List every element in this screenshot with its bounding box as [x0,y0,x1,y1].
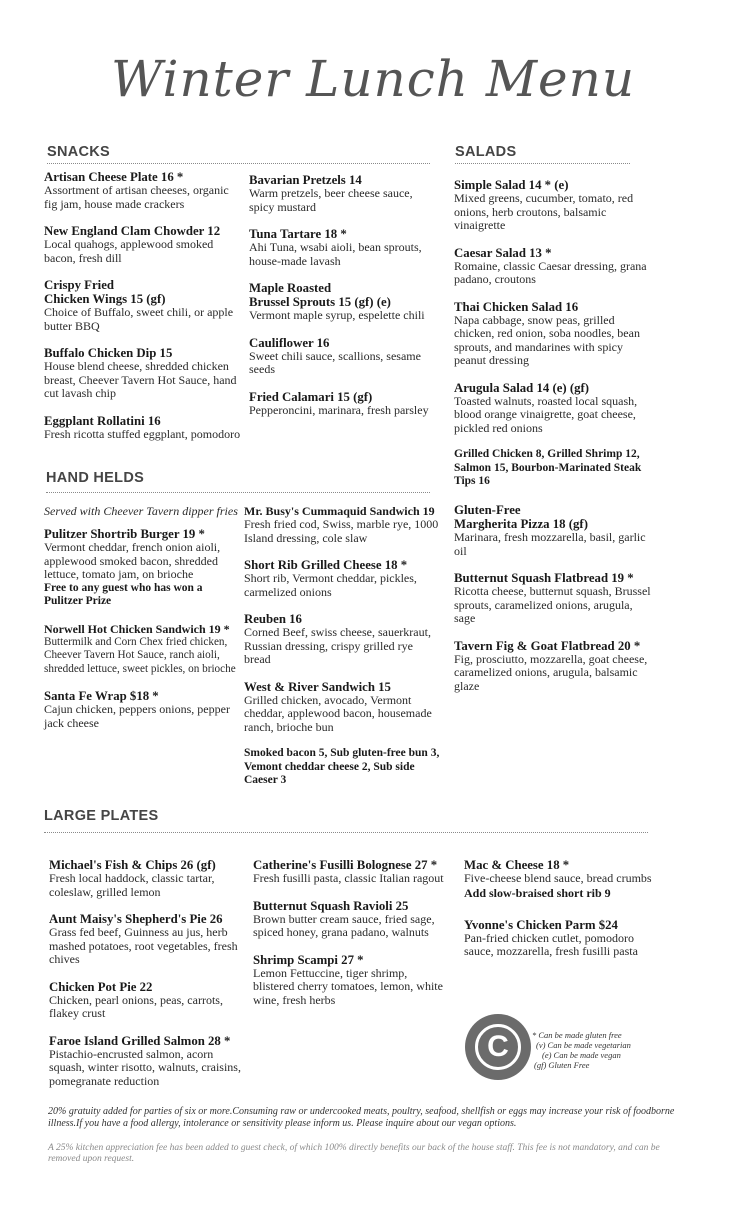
item-name: Caesar Salad 13 * [454,245,552,260]
item-name: Michael's Fish & Chips 26 (gf) [49,858,216,872]
hand-helds-addons [244,747,442,788]
large-plates-middle-column [253,858,448,1020]
menu-item [253,953,448,1008]
item-description: Lemon Fettuccine, tiger shrimp, blistered cherry tomatoes, lemon, white wine, fresh herbs [253,965,443,1007]
item-name: Eggplant Rollatini 16 [44,413,161,428]
kitchen-fee-note: A 25% kitchen appreciation fee has been added to guest check, of which 100% directly benefits our back of the house staff. This fee is not mandatory, and can be removed upon request. [48,1143,660,1164]
legend-entry: (e) Can be made vegan [542,1050,621,1060]
cheever-tavern-logo-icon [465,1014,531,1080]
item-promo: Free to any guest who has won a Pulitzer Prize [44,581,203,607]
item-name: Buffalo Chicken Dip 15 [44,346,173,360]
item-description: Fresh fried cod, Swiss, marble rye, 1000 Island dressing, cole slaw [244,517,439,545]
menu-item [44,414,244,442]
menu-item [454,246,654,287]
item-description: Romaine, classic Caesar dressing, grana padano, croutons [454,258,647,286]
salads-column [454,178,654,502]
item-description: Vermont maple syrup, espelette chili [249,308,425,322]
section-large-plates: LARGE PLATES [44,808,159,824]
item-name: Shrimp Scampi 27 * [253,952,364,967]
item-description: Assortment of artisan cheeses, organic fig jam, house made crackers [44,183,229,211]
menu-item [49,1034,244,1089]
dietary-legend [532,1030,631,1070]
menu-item [44,224,244,265]
item-description: Chicken, pearl onions, peas, carrots, flakey crust [49,992,223,1020]
item-description: Grass fed beef, Guinness au jus, herb mashed potatoes, root vegetables, fresh chives [49,925,238,966]
item-name: Thai Chicken Salad 16 [454,299,579,314]
item-name: West & River Sandwich 15 [244,679,391,694]
menu-item [249,281,431,323]
item-description: Fresh ricotta stuffed eggplant, pomodoro [44,426,241,441]
item-description: Pistachio-encrusted salmon, acorn squash, winter risotto, walnuts, craisins, pomegranate reduction [49,1046,241,1088]
item-description: Fresh local haddock, classic tartar, coleslaw, grilled lemon [49,871,215,899]
item-name: Faroe Island Grilled Salmon 28 * [49,1033,231,1048]
item-name: Aunt Maisy's Shepherd's Pie 26 [49,912,223,926]
divider [44,832,648,833]
section-snacks: SNACKS [47,144,111,160]
hand-helds-left-column [44,504,244,743]
legend-entry: (gf) Gluten Free [534,1060,590,1070]
menu-item [44,527,244,609]
menu-item [454,639,654,694]
menu-item [454,178,654,233]
menu-item [49,980,244,1021]
menu-item [464,858,664,900]
item-description: Corned Beef, swiss cheese, sauerkraut, Russian dressing, crispy grilled rye bread [244,625,431,666]
item-name: Mr. Busy's Cummaquid Sandwich 19 [244,504,435,518]
flatbreads-column [454,503,654,706]
section-hand-helds: HAND HELDS [46,470,145,486]
item-description: Buttermilk and Corn Chex fried chicken, Cheever Tavern Hot Sauce, ranch aioli, shredded lettuce, sweet pickles, on brioche [44,635,236,675]
addons-text: Grilled Chicken 8, Grilled Shrimp 12, Salmon 15, Bourbon-Marinated Steak Tips 16 [454,448,642,487]
logo-letter: C [475,1024,521,1070]
hand-helds-note: Served with Cheever Tavern dipper fries [44,504,238,518]
item-name: Norwell Hot Chicken Sandwich 19 * [44,621,230,636]
menu-item [249,227,431,268]
divider [46,492,430,493]
item-name: Simple Salad 14 * (e) [454,178,569,192]
item-name: Pulitzer Shortrib Burger 19 * [44,527,205,541]
item-name: Short Rib Grilled Cheese 18 * [244,558,408,572]
legend-entry: * Can be made gluten free [532,1030,622,1040]
item-description: Pan-fried chicken cutlet, pomodoro sauce, mozzarella, fresh fusilli pasta [464,930,638,958]
item-description: Five-cheese blend sauce, bread crumbs [464,871,652,885]
menu-item [454,503,654,558]
menu-item [244,680,442,735]
menu-item [253,899,448,940]
item-description: Toasted walnuts, roasted local squash, blood orange vinaigrette, goat cheese, pickled red onions [454,393,638,435]
item-description: Fresh fusilli pasta, classic Italian ragout [253,871,444,885]
item-name: Crispy Fried Chicken Wings 15 (gf) [44,278,166,306]
item-name: Bavarian Pretzels 14 [249,173,362,187]
item-description: Brown butter cream sauce, fried sage, spiced honey, grana padano, walnuts [253,911,435,939]
menu-item [464,918,664,959]
divider [455,163,630,164]
item-description: Marinara, fresh mozzarella, basil, garlic oil [454,530,646,558]
menu-item [244,612,442,667]
item-description: Napa cabbage, snow peas, grilled chicken, red onion, soba noodles, bean sprouts, and mandarines with spicy peanut dressing [454,312,640,367]
menu-item [249,390,431,418]
item-description: Local quahogs, applewood smoked bacon, fresh dill [44,237,214,265]
menu-item [49,858,244,899]
item-description: Pepperoncini, marinara, fresh parsley [249,402,429,417]
menu-item [44,622,244,677]
menu-title: Winter Lunch Menu [110,50,636,108]
menu-item [454,300,654,368]
item-description: Fig, prosciutto, mozzarella, goat cheese, caramelized onions, arugula, balsamic glaze [454,651,648,693]
snacks-left-column [44,170,244,454]
item-name: Artisan Cheese Plate 16 * [44,170,184,184]
item-addon: Add slow-braised short rib 9 [464,885,611,900]
item-description: House blend cheese, shredded chicken breast, Cheever Tavern Hot Sauce, hand cut lavash chip [44,359,237,400]
item-name: Butternut Squash Ravioli 25 [253,898,409,913]
item-name: Butternut Squash Flatbread 19 * [454,571,634,585]
item-name: Mac & Cheese 18 * [464,858,570,872]
item-description: Choice of Buffalo, sweet chili, or apple butter BBQ [44,305,234,333]
section-salads: SALADS [455,144,517,160]
item-name: Yvonne's Chicken Parm $24 [464,917,618,932]
large-plates-right-column [464,858,664,972]
item-name: Chicken Pot Pie 22 [49,979,153,994]
menu-item [244,504,442,545]
addons-text: Smoked bacon 5, Sub gluten-free bun 3, Vemont cheddar cheese 2, Sub side Caeser 3 [244,747,440,786]
legend-entry: (v) Can be made vegetarian [536,1040,631,1050]
item-name: Santa Fe Wrap $18 * [44,689,159,703]
item-description: Short rib, Vermont cheddar, pickles, carmelized onions [244,571,417,599]
item-name: Reuben 16 [244,612,302,626]
menu-item [454,571,654,626]
item-description: Ahi Tuna, wsabi aioli, bean sprouts, house-made lavash [249,240,422,268]
item-name: Catherine's Fusilli Bolognese 27 * [253,858,438,872]
menu-item [454,381,654,436]
item-description: Grilled chicken, avocado, Vermont cheddar, applewood bacon, housemade ranch, brioche bun [244,692,432,734]
menu-item [44,346,244,401]
item-description: Ricotta cheese, butternut squash, Brussel sprouts, caramelized onions, arugula, sage [454,584,651,625]
item-name: Arugula Salad 14 (e) (gf) [454,380,590,395]
menu-item [244,558,442,599]
large-plates-left-column [49,858,244,1101]
item-description: Mixed greens, cucumber, tomato, red onions, herb croutons, balsamic vinaigrette [454,191,634,232]
item-name: Tuna Tartare 18 * [249,227,347,241]
snacks-right-column [249,173,431,430]
menu-item [249,173,431,214]
item-name: New England Clam Chowder 12 [44,224,221,238]
salad-addons [454,448,654,489]
item-description: Sweet chili sauce, scallions, sesame seeds [249,348,421,376]
menu-item [44,170,244,211]
menu-item [249,336,431,377]
menu-item [49,912,244,967]
item-name: Tavern Fig & Goat Flatbread 20 * [454,638,641,653]
item-description: Warm pretzels, beer cheese sauce, spicy mustard [249,186,413,214]
hand-helds-right-column [244,504,442,801]
item-name: Fried Calamari 15 (gf) [249,389,373,404]
menu-item [44,278,244,333]
divider [47,163,430,164]
item-description: Vermont cheddar, french onion aioli, applewood smoked bacon, shredded lettuce, tomato jam, on brioche [44,540,221,581]
menu-item [44,689,244,730]
gratuity-disclaimer: 20% gratuity added for parties of six or more.Consuming raw or undercooked meats, poultry, seafood, shellfish or eggs may increase your risk of foodborne illness.If you have a food allergy, intolerance or sensitivity please inform us. Please inquire about our vegan options. [48,1106,675,1129]
item-description: Cajun chicken, peppers onions, pepper jack cheese [44,702,230,730]
menu-item [253,858,448,886]
item-name: Maple Roasted Brussel Sprouts 15 (gf) (e) [249,281,391,309]
item-name: Cauliflower 16 [249,335,330,350]
item-name: Gluten-Free Margherita Pizza 18 (gf) [454,503,588,531]
